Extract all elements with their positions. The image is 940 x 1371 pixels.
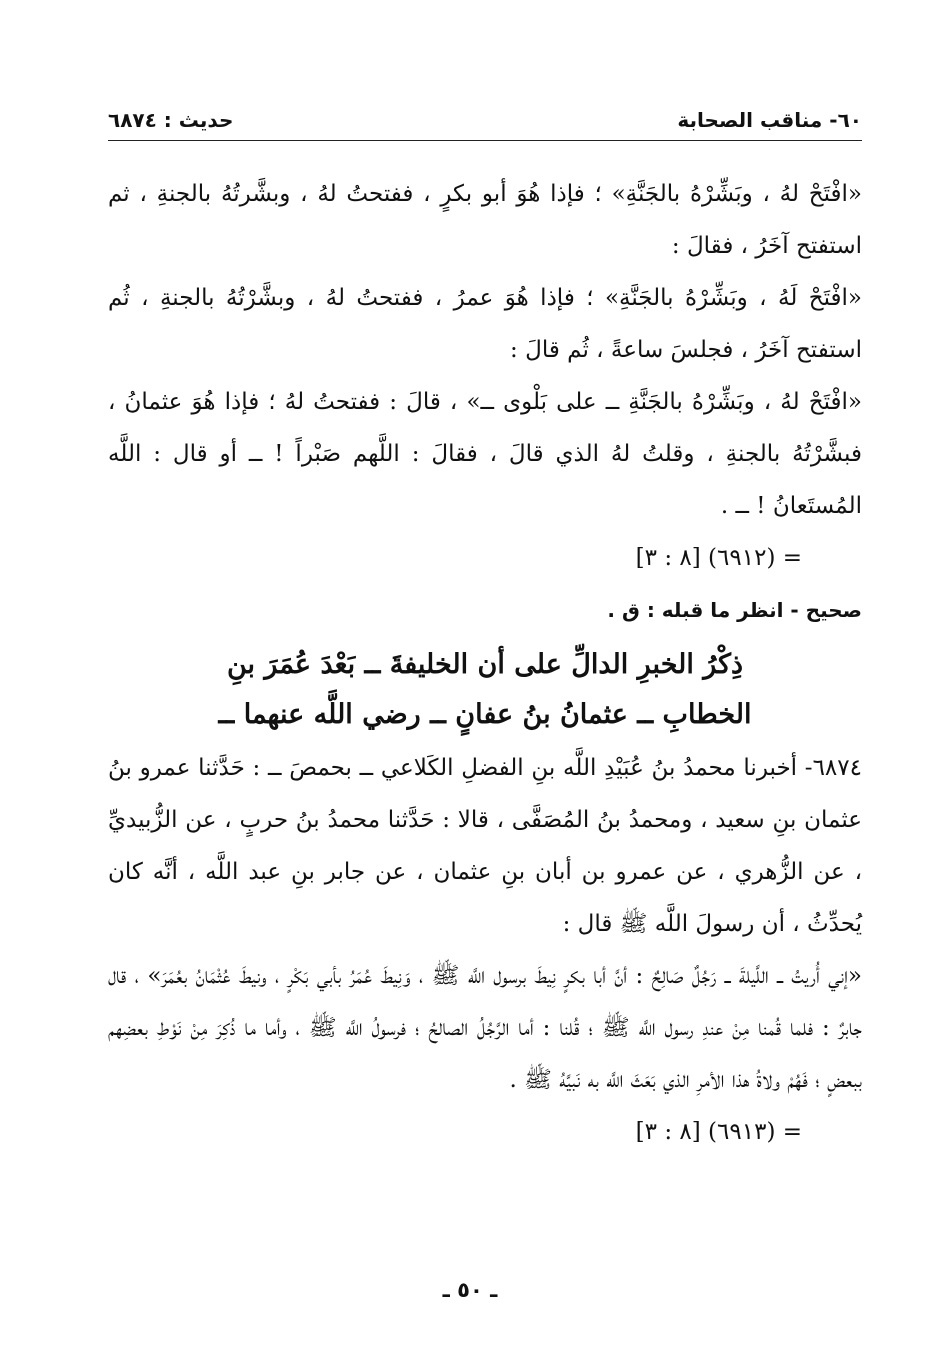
isnad-text: أخبرنا محمدُ بنُ عُبَيْدِ اللَّه بنِ الفضلِ الكَلاعي ــ بحمصَ ــ : حَدَّثنا عمرو بنُ عثمان بنِ سعيد ، ومحمدُ بنُ المُصَفَّى ، قالا : حَدَّثنا محمدُ بنُ حربٍ ، عن الزُّبيديِّ ، عن الزُّهري ، عن عمرو بن أبان بنِ عثمان ، عن جابر بنِ عبد اللَّه ، أنَّه كان يُحدِّثُ ، أن رسولَ اللَّه ﷺ قال : — [108, 755, 862, 937]
hadith-number: ٦٨٧٤- — [804, 755, 862, 781]
running-header — [108, 98, 862, 132]
cross-reference-1: = (٦٩١٢) [٨ : ٣] — [635, 545, 802, 571]
chapter-title: ٦٠- مناقب الصحابة — [677, 108, 862, 132]
paragraph-2: «افْتَحْ لَهُ ، وبَشِّرْهُ بالجَنَّةِ» ؛ فإذا هُوَ عمرُ ، ففتحتُ لهُ ، وبشَّرْتُهُ بالجنةِ ، ثُم استفتح آخَرُ ، فجلسَ ساعةً ، ثُم قالَ : — [108, 285, 862, 363]
heading-line-1: ذِكْرُ الخبرِ الدالِّ على أن الخليفةَ ــ بَعْدَ عُمَرَ بنِ — [226, 649, 744, 680]
hadith-reference: حديث : ٦٨٧٤ — [108, 108, 234, 132]
paragraph-3: «افْتَحْ لهُ ، وبَشِّرْهُ بالجَنَّةِ ــ على بَلْوى ــ» ، قالَ : ففتحتُ لهُ ؛ فإذا هُوَ عثمانُ ، فبشَّرْتُهُ بالجنةِ ، وقلتُ لهُ الذي قالَ ، فقالَ : اللَّهم صَبْراً ! ــ أو قال : اللَّه المُستَعانُ ! ــ . — [108, 389, 862, 519]
page-body — [108, 168, 862, 1158]
page-number: ـ ٥٠ ـ — [442, 1278, 498, 1302]
header-rule — [108, 140, 862, 141]
heading-line-2: الخطابِ ــ عثمانُ بنُ عفانٍ ــ رضي اللَّه عنهما ــ — [218, 699, 752, 730]
paragraph-1: «افْتَحْ لهُ ، وبَشِّرْهُ بالجَنَّةِ» ؛ فإذا هُوَ أبو بكرٍ ، ففتحتُ لهُ ، وبشَّرتُهُ بالجنةِ ، ثم استفتح آخَرُ ، فقالَ : — [108, 181, 862, 259]
paragraph-4 — [108, 742, 862, 950]
hadith-grade: صحيح - انظر ما قبله : ق . — [607, 598, 862, 622]
section-heading — [108, 640, 862, 740]
paragraph-5: «إني أُريتُ ــ اللَّيلةَ ــ رَجُلٌ صَالِحٌ : أنَّ أبا بكرٍ نِيطَ برسول اللَّه ﷺ ، وَنِيطَ عُمَرُ بأبي بَكْرٍ ، ونيطَ عُثْمَانُ بعُمَرَ» ، قال جابرٌ : فلما قُمنا مِنْ عندِ رسول اللَّه ﷺ ؛ قُلنا : أما الرَّجُلُ الصالحُ ؛ فرسولُ اللَّه ﷺ ، وأما ما ذُكِرَ مِنْ نَوْطِ بعضِهم ببعضٍ ؛ فَهُمْ ولاةُ هذا الأمرِ الذي بَعَثَ اللَّه به نَبيَّهُ ﷺ . — [108, 963, 862, 1093]
cross-reference-2: = (٦٩١٣) [٨ : ٣] — [635, 1119, 802, 1145]
